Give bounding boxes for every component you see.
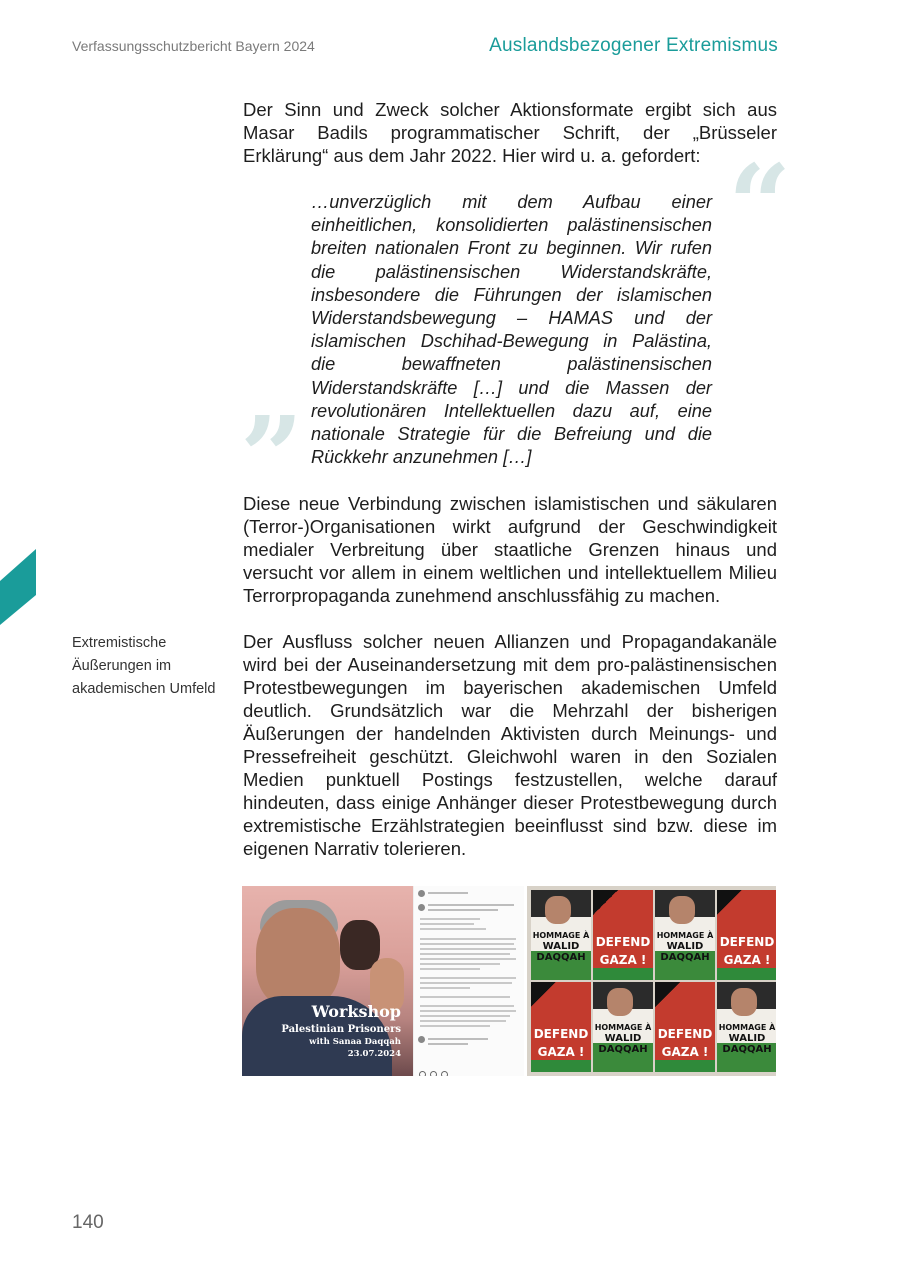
post-line xyxy=(420,1015,510,1017)
portrait-face xyxy=(669,896,695,924)
flag-stripe xyxy=(593,968,653,980)
poster-text: GAZA ! xyxy=(593,954,653,966)
quote-open-mark: “ xyxy=(728,140,792,269)
flag-stripe xyxy=(531,1060,591,1072)
post-line xyxy=(420,958,516,960)
section-title: Auslandsbezogener Extremismus xyxy=(489,35,778,56)
paragraph-academic: Der Ausfluss solcher neuen Allianzen und Propagandakanäle wird bei der Auseinandersetzung mit dem pro-palästinensischen Protestbewegungen im bayerischen akademischen Umfeld deutlich. Grundsätzlich war die Mehrzahl der bisherigen Äußerungen der handelnden Aktivisten durch Meinungs- und Pressefreiheit geschützt. Gleichwohl waren in den Sozialen Medien punktuell Postings festzustellen, welche darauf hindeuten, dass einige Anhänger dieser Protestbewegung durch extremistische Erzählstrategien beeinflusst sind bzw. diese im eigenen Narrativ tolerieren. xyxy=(243,631,777,859)
section-tab-marker xyxy=(0,549,36,625)
post-line xyxy=(420,982,512,984)
poster-defend xyxy=(531,982,591,1072)
workshop-photo xyxy=(242,886,413,1076)
post-line xyxy=(420,1010,516,1012)
post-line xyxy=(420,943,514,945)
running-header-left: Verfassungsschutzbericht Bayern 2024 xyxy=(72,38,315,54)
post-line xyxy=(420,963,500,965)
post-line xyxy=(420,948,516,950)
share-icon xyxy=(441,1071,448,1076)
commenter-avatar xyxy=(418,1036,425,1043)
flag-stripe xyxy=(655,1060,715,1072)
poster-text: DEFEND xyxy=(533,1027,589,1041)
poster-defend xyxy=(593,890,653,980)
flag-triangle xyxy=(717,890,776,930)
flag-stripe xyxy=(717,968,776,980)
poster-hommage xyxy=(655,890,715,980)
poster-text: DAQQAH xyxy=(722,1044,772,1055)
post-line xyxy=(428,892,468,894)
poster-text: WALID xyxy=(728,1033,766,1044)
paragraph-alliance: Diese neue Verbindung zwischen islamistischen und säkularen (Terror-)Organisationen wirkt aufgrund der Geschwindigkeit medialer Verbreitung über staatliche Grenzen hinaus und versucht vor allem in einem weltlichen und intellektuellem Milieu Terrorpropaganda zunehmend anschlussfähig zu machen. xyxy=(243,493,777,606)
poster-text: DEFEND xyxy=(595,935,651,949)
flag-triangle xyxy=(531,982,591,1022)
poster-text: GAZA ! xyxy=(531,1046,591,1058)
post-line xyxy=(428,909,498,911)
workshop-speaker: with Sanaa Daqqah xyxy=(309,1037,401,1047)
post-action-icons xyxy=(419,1065,519,1070)
poster-text: DAQQAH xyxy=(536,952,586,963)
poster-text: HOMMAGE À xyxy=(594,1023,652,1032)
poster-text: HOMMAGE À xyxy=(532,931,590,940)
poster-text: WALID xyxy=(542,941,580,952)
poster-text: DAQQAH xyxy=(598,1044,648,1055)
poster-defend xyxy=(655,982,715,1072)
page-number: 140 xyxy=(72,1212,104,1233)
portrait-face xyxy=(607,988,633,1016)
paragraph-intro: Der Sinn und Zweck solcher Aktionsformate ergibt sich aus Masar Badils programmatischer Schrift, der „Brüsseler Erklärung“ aus dem Jahr 2022. Hier wird u. a. gefordert: xyxy=(243,99,777,166)
poster-text: HOMMAGE À xyxy=(656,931,714,940)
post-line xyxy=(420,996,510,998)
post-line xyxy=(420,923,474,925)
post-line xyxy=(420,938,516,940)
post-line xyxy=(420,928,486,930)
flag-triangle xyxy=(655,982,715,1022)
post-line xyxy=(428,904,514,906)
avatar xyxy=(418,904,425,911)
poster-hommage xyxy=(717,982,776,1072)
poster-text: GAZA ! xyxy=(717,954,776,966)
social-post-screenshot xyxy=(413,886,524,1076)
poster-text: GAZA ! xyxy=(655,1046,715,1058)
comment-line xyxy=(428,1043,468,1045)
post-line xyxy=(420,1005,514,1007)
quote-close-mark: ” xyxy=(240,392,304,521)
post-line xyxy=(420,918,480,920)
margin-note: Extremistische Äußerungen im akademischen Umfeld xyxy=(72,635,216,697)
post-line xyxy=(420,987,470,989)
poster-defend xyxy=(717,890,776,980)
portrait-face xyxy=(545,896,571,924)
flag-triangle xyxy=(593,890,653,930)
workshop-subtitle: Palestinian Prisoners xyxy=(281,1024,401,1035)
heart-icon xyxy=(419,1071,426,1076)
workshop-date: 23.07.2024 xyxy=(347,1049,401,1059)
post-line xyxy=(420,977,516,979)
poster-text: WALID xyxy=(604,1033,642,1044)
comment-line xyxy=(428,1038,488,1040)
portrait-face xyxy=(731,988,757,1016)
poster-hommage xyxy=(531,890,591,980)
workshop-title: Workshop xyxy=(311,1002,401,1021)
poster-text: DEFEND xyxy=(719,935,775,949)
poster-hommage xyxy=(593,982,653,1072)
post-line xyxy=(420,953,510,955)
avatar xyxy=(418,890,425,897)
poster-wall-photo xyxy=(527,886,776,1076)
poster-text: HOMMAGE À xyxy=(718,1023,776,1032)
post-line xyxy=(420,1020,506,1022)
post-line xyxy=(420,1025,490,1027)
portrait-face xyxy=(256,908,340,1008)
block-quote: …unverzüglich mit dem Aufbau einer einheitlichen, konsolidierten palästinensischen breiten nationalen Front zu beginnen. Wir rufen die palästinensischen Widerstandskräfte, insbesondere die Führungen der islamischen Widerstandsbewegung – HAMAS und der islamischen Dschihad-Bewegung in Palästina, die bewaffneten palästinensischen Widerstandskräfte […] und die Massen der revolutionären Intellektuellen dazu auf, eine nationale Strategie für die Befreiung und die Rückkehr anzunehmen […] xyxy=(311,192,712,468)
comment-icon xyxy=(430,1071,437,1076)
poster-text: WALID xyxy=(666,941,704,952)
poster-text: DAQQAH xyxy=(660,952,710,963)
poster-text: DEFEND xyxy=(657,1027,713,1041)
post-line xyxy=(420,968,480,970)
